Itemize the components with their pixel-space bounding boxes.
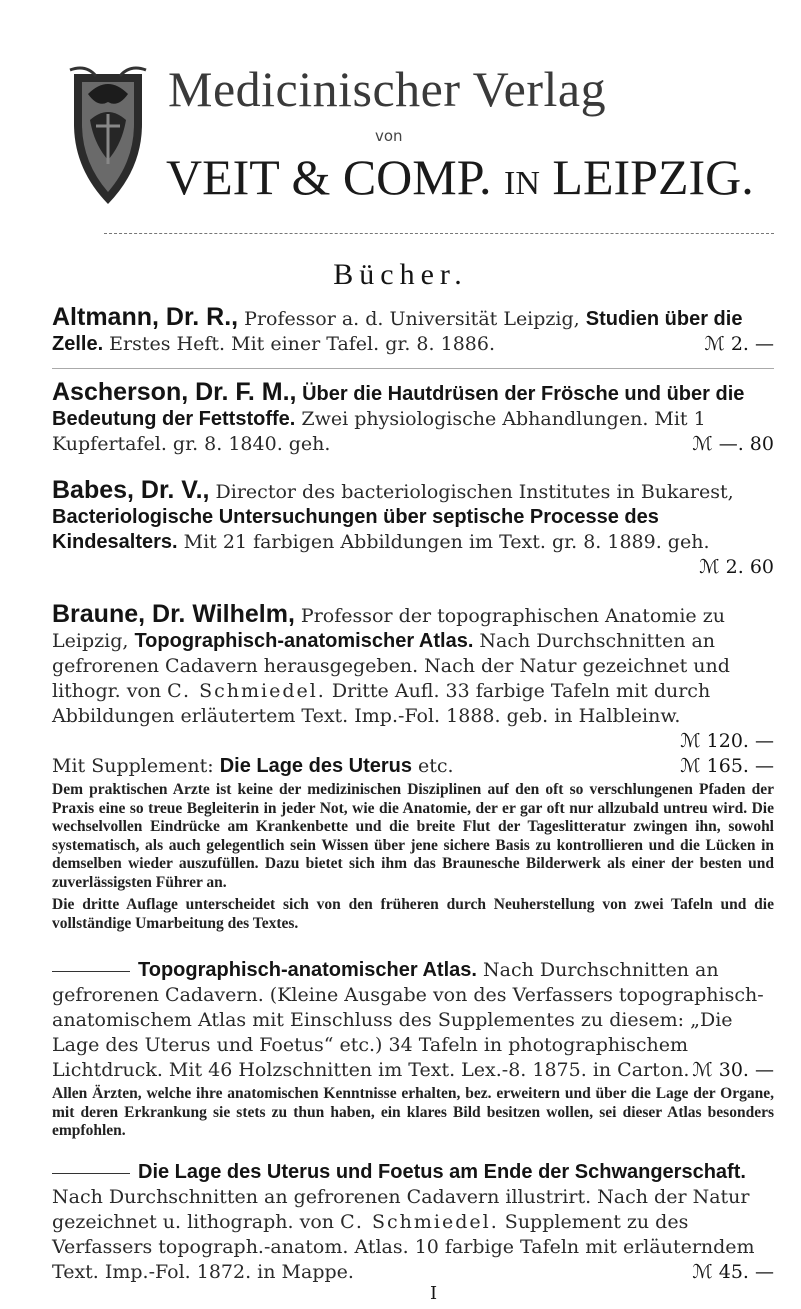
entry-note: Die dritte Auflage unterscheidet sich von den früheren durch Neuherstellung von zwei Tafeln und die vollständige Umarbeitung des Textes. <box>52 896 774 932</box>
publisher-von: von <box>375 127 403 145</box>
supplement-etc: etc. <box>411 755 454 777</box>
entry-author: Ascherson, Dr. F. M., <box>52 378 297 406</box>
supplement-title: Die Lage des Uterus <box>219 755 412 777</box>
entry-title: Die Lage des Uterus und Foetus am Ende der Schwangerschaft. <box>138 1161 746 1183</box>
entry-price: ℳ 2. 60 <box>699 556 774 578</box>
entry-description: Professor a. d. Universität Leipzig, <box>238 308 586 330</box>
book-entry <box>52 602 774 937</box>
firm-in: IN <box>504 165 540 202</box>
book-entry <box>52 380 774 457</box>
entry-note: Dem praktischen Arzte ist keine der medizinischen Disziplinen auf den oft so verschlungenen Pfaden der Praxis eine so treue Begleiterin in jeder Not, wie die Anatomie, der er gar oft nur allzubald untreu wird. Die wechselvollen Eindrücke am Krankenbette und die breite Flut der Tageslitteratur zwingen ihn, sowohl systematisch, als auch gelegentlich sein Wissen über jene sichere Basis zu kontrollieren und die Lücken in demselben wieder auszufüllen. Dazu bietet sich ihm das Braunesche Bilderwerk als einer der besten und zuverlässigsten Führer an. <box>52 781 774 891</box>
entry-details: Zwei physiologische Abhandlungen. Mit 1 Kupfertafel. gr. 8. 1840. geh. <box>52 408 706 455</box>
entry-price: ℳ 30. — <box>692 1059 774 1081</box>
entry-title: Topographisch-anatomischer Atlas. <box>134 630 474 652</box>
firm-city: LEIPZIG. <box>552 149 754 205</box>
entry-details: Nach Durchschnitten an gefrorenen Cadavern herausgegeben. Nach der Natur gezeichnet und lithogr. von <box>52 630 730 702</box>
publisher-name: Medicinischer Verlag <box>168 61 607 117</box>
entry-title: Bacteriologische Untersuchungen über septische Processe des Kindesalters. <box>52 506 659 553</box>
supplement-price: ℳ 165. — <box>680 755 774 777</box>
entry-details: Mit 21 farbigen Abbildungen im Text. gr. 8. 1889. geh. <box>177 531 710 553</box>
lithographer-name: C. Schmiedel. <box>167 680 326 702</box>
entry-divider <box>52 368 774 369</box>
entry-details: Erstes Heft. Mit einer Tafel. gr. 8. 1886. <box>103 333 495 355</box>
section-title: Bücher. <box>333 258 468 291</box>
entry-author: Altmann, Dr. R., <box>52 303 239 331</box>
entry-title: Topographisch-anatomischer Atlas. <box>138 959 477 981</box>
entry-price: ℳ 120. — <box>680 730 774 752</box>
header-divider <box>104 233 774 234</box>
entry-note: Allen Ärzten, welche ihre anatomischen Kenntnisse erhalten, bez. erweitern und über die Lage der Organe, mit deren Erkrankung sie stets zu thun haben, ein klares Bild besitzen wollen, sei dieser Atlas besonders empfohlen. <box>52 1085 774 1139</box>
entry-author: Babes, Dr. V., <box>52 476 210 504</box>
entry-details: Dritte Aufl. 33 farbige Tafeln mit durch Abbildungen erläutertem Text. Imp.-Fol. 1888. geb. in Halbleinw. <box>52 680 711 727</box>
book-entry <box>52 1160 774 1285</box>
book-entry <box>52 305 774 357</box>
publisher-emblem-icon <box>66 64 150 214</box>
supplement-prefix: Mit Supplement: <box>52 755 220 777</box>
ditto-dash <box>52 971 130 972</box>
lithographer-name: C. Schmiedel. <box>340 1211 499 1233</box>
page-number: I <box>430 1283 438 1304</box>
entry-price: ℳ —. 80 <box>692 433 774 455</box>
entry-description: Director des bacteriologischen Institutes in Bukarest, <box>209 481 734 503</box>
entry-price: ℳ 2. — <box>704 333 774 355</box>
book-entry <box>52 958 774 1145</box>
entry-title: Studien über die Zelle. <box>52 308 743 355</box>
firm-name: VEIT & COMP. <box>166 149 492 205</box>
publisher-firm <box>166 148 754 206</box>
ditto-dash <box>52 1173 130 1174</box>
entry-details: Supplement zu des Verfassers topograph.-anatom. Atlas. 10 farbige Tafeln mit erläuterndem Text. Imp.-Fol. 1872. in Mappe. <box>52 1211 755 1283</box>
entry-details: Nach Durchschnitten an gefrorenen Cadavern illustrirt. Nach der Natur gezeichnet u. lithograph. von <box>52 1186 750 1233</box>
entry-price: ℳ 45. — <box>692 1261 774 1283</box>
entry-author: Braune, Dr. Wilhelm, <box>52 600 295 628</box>
entry-details: Nach Durchschnitten an gefrorenen Cadavern. (Kleine Ausgabe von des Verfassers topographisch-anatomischem Atlas mit Einschluss des Supplementes zu diesem: „Die Lage des Uterus und Foetus“ etc.) 34 Tafeln in photographischem Lichtdruck. Mit 46 Holzschnitten im Text. Lex.-8. 1875. in Carton. <box>52 959 764 1081</box>
entry-title: Über die Hautdrüsen der Frösche und über die Bedeutung der Fettstoffe. <box>52 383 745 430</box>
book-entry <box>52 478 774 580</box>
entry-description: Professor der topographischen Anatomie zu Leipzig, <box>52 605 725 652</box>
